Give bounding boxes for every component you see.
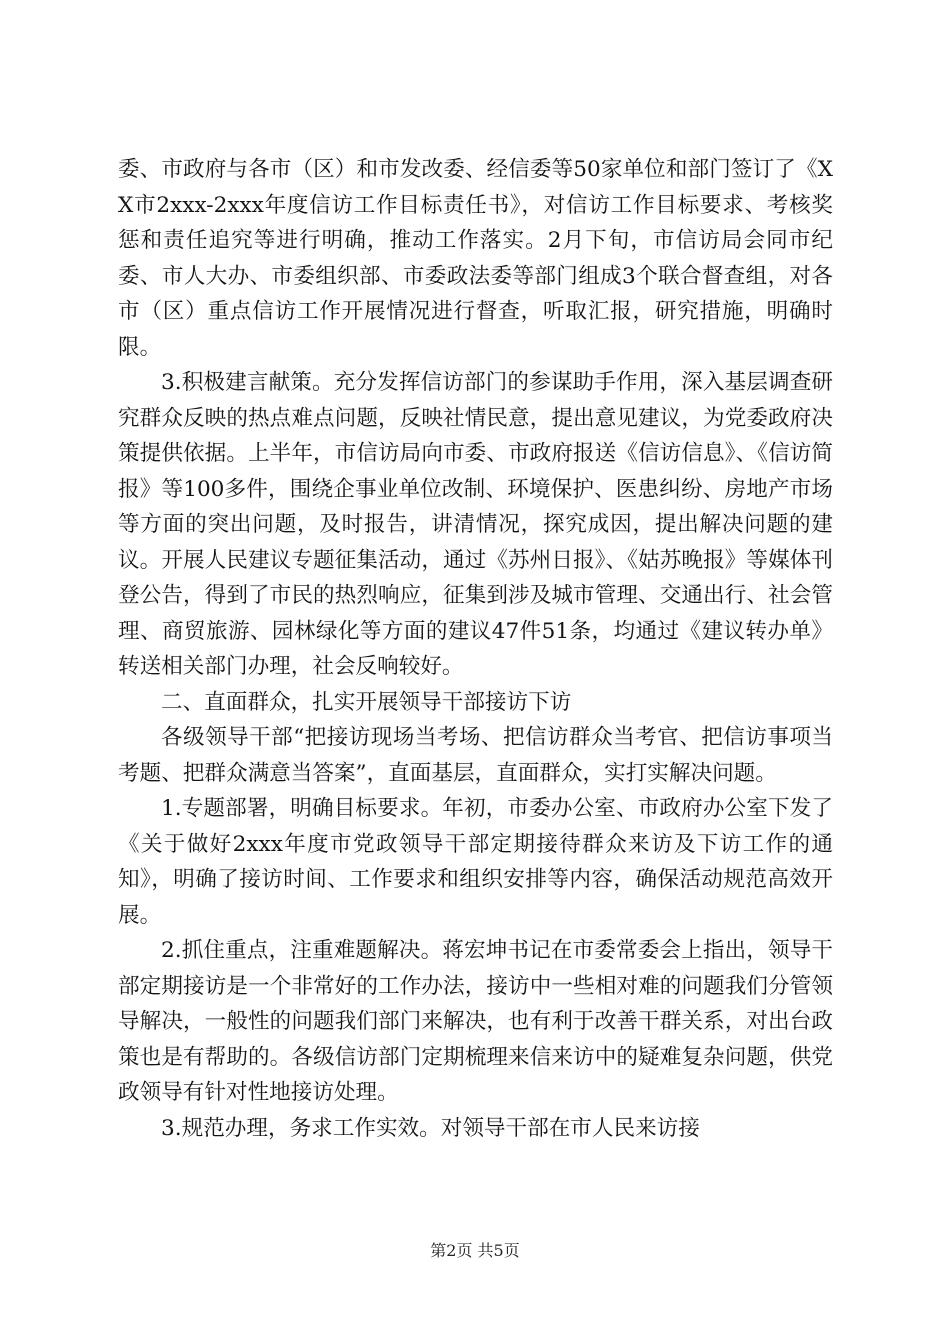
page-footer <box>0 1238 950 1261</box>
document-body <box>118 152 833 1146</box>
paragraph-suggestions: 3.积极建言献策。充分发挥信访部门的参谋助手作用，深入基层调查研究群众反映的热点难点问题，反映社情民意，提出意见建议，为党委政府决策提供依据。上半年，市信访局向市委、市政府报送《信访信息》、《信访简报》等100多件，围绕企事业单位改制、环境保护、医患纠纷、房地产市场等方面的突出问题，及时报告，讲清情况，探究成因，提出解决问题的建议。开展人民建议专题征集活动，通过《苏州日报》、《姑苏晚报》等媒体刊登公告，得到了市民的热烈响应，征集到涉及城市管理、交通出行、社会管理、商贸旅游、园林绿化等方面的建议47件51条，均通过《建议转办单》转送相关部门办理，社会反响较好。 <box>118 370 833 679</box>
paragraph-item-1: 1.专题部署，明确目标要求。年初，市委办公室、市政府办公室下发了《关于做好2xxx年度市党政领导干部定期接待群众来访及下访工作的通知》，明确了接访时间、工作要求和组织安排等内容，确保活动规范高效开展。 <box>118 796 833 928</box>
paragraph-intro: 各级领导干部“把接访现场当考场、把信访群众当考官、把信访事项当考题、把群众满意当答案”，直面基层，直面群众，实打实解决问题。 <box>118 725 833 786</box>
paragraph-item-3: 3.规范办理，务求工作实效。对领导干部在市人民来访接 <box>161 1115 700 1141</box>
section-heading: 二、直面群众，扎实开展领导干部接访下访 <box>161 689 572 715</box>
paragraph-continuation: 委、市政府与各市（区）和市发改委、经信委等50家单位和部门签订了《XX市2xxx-2xxx年度信访工作目标责任书》，对信访工作目标要求、考核奖惩和责任追究等进行明确，推动工作落实。2月下旬，市信访局会同市纪委、市人大办、市委组织部、市委政法委等部门组成3个联合督查组，对各市（区）重点信访工作开展情况进行督查，听取汇报，研究措施，明确时限。 <box>118 157 833 360</box>
page-number: 第2页 共5页 <box>430 1241 520 1260</box>
paragraph-item-2: 2.抓住重点，注重难题解决。蒋宏坤书记在市委常委会上指出，领导干部定期接访是一个非常好的工作办法，接访中一些相对难的问题我们分管领导解决，一般性的问题我们部门来解决，也有利于改善干群关系，对出台政策也是有帮助的。各级信访部门定期梳理来信来访中的疑难复杂问题，供党政领导有针对性地接访处理。 <box>118 938 833 1105</box>
